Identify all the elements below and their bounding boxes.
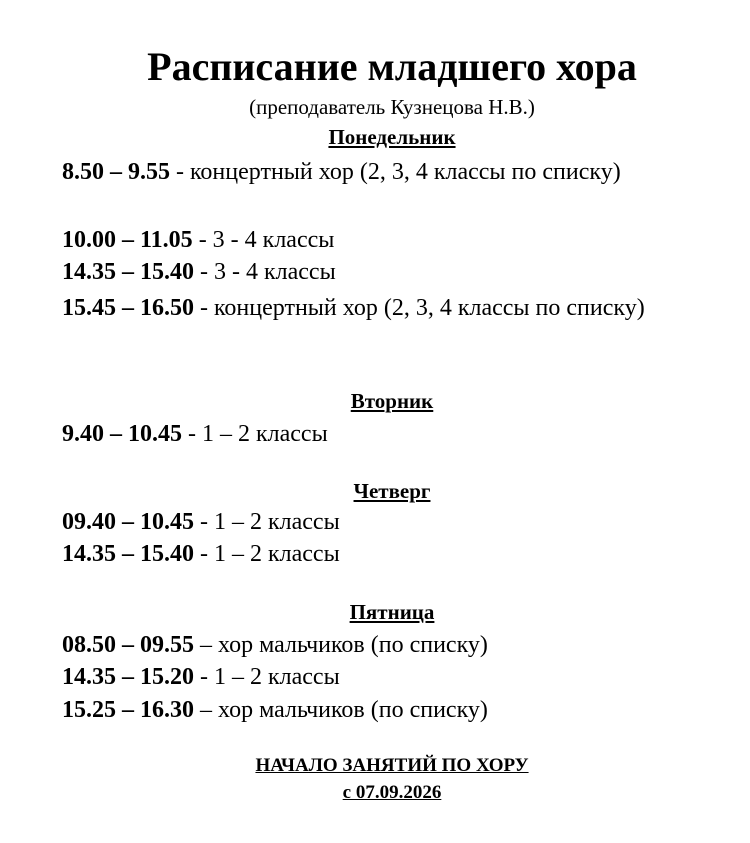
day-heading-friday: Пятница — [349, 600, 435, 624]
day-heading-monday: Понедельник — [328, 125, 456, 149]
day-heading-thursday: Четверг — [353, 479, 431, 503]
day-heading-tuesday: Вторник — [350, 389, 434, 413]
entry-time: 14.35 – 15.40 — [62, 541, 194, 567]
entry-description: - 1 – 2 классы — [194, 509, 340, 535]
teacher-subtitle: (преподаватель Кузнецова Н.В.) — [249, 95, 535, 119]
entry-description: - 3 - 4 классы — [194, 259, 336, 285]
entry-time: 15.25 – 16.30 — [62, 697, 194, 723]
entry-time: 9.40 – 10.45 — [62, 421, 182, 447]
entry-description: - концертный хор (2, 3, 4 классы по списку) — [170, 159, 621, 185]
start-date: с 07.09.2026 — [342, 782, 442, 803]
schedule-entry — [62, 660, 682, 694]
entry-description: – хор мальчиков (по списку) — [194, 697, 488, 723]
schedule-entry — [62, 291, 682, 325]
schedule-entry — [62, 505, 682, 539]
entry-time: 8.50 – 9.55 — [62, 159, 170, 185]
start-date-heading: НАЧАЛО ЗАНЯТИЙ ПО ХОРУ — [255, 755, 529, 776]
schedule-entry — [62, 693, 682, 727]
entry-description: - 3 - 4 классы — [192, 227, 335, 253]
entry-time: 15.45 – 16.50 — [62, 295, 194, 321]
entry-description: - 1 – 2 классы — [182, 421, 328, 447]
schedule-entry — [62, 255, 682, 289]
page-title: Расписание младшего хора — [147, 44, 637, 89]
entry-time: 08.50 – 09.55 — [62, 632, 194, 658]
entry-description: - концертный хор (2, 3, 4 классы по списку) — [194, 295, 645, 321]
schedule-entry — [62, 223, 682, 257]
entry-time: 14.35 – 15.40 — [62, 259, 194, 285]
entry-description: - 1 – 2 классы — [194, 541, 340, 567]
entry-description: – хор мальчиков (по списку) — [194, 632, 488, 658]
entry-time: 14.35 – 15.20 — [62, 664, 194, 690]
entry-time: 09.40 – 10.45 — [62, 509, 194, 535]
schedule-entry — [62, 628, 682, 662]
schedule-entry — [62, 537, 682, 571]
entry-time: 10.00 – 11.05 — [62, 227, 193, 253]
schedule-entry — [62, 155, 682, 189]
schedule-entry — [62, 417, 682, 451]
entry-description: - 1 – 2 классы — [194, 664, 340, 690]
